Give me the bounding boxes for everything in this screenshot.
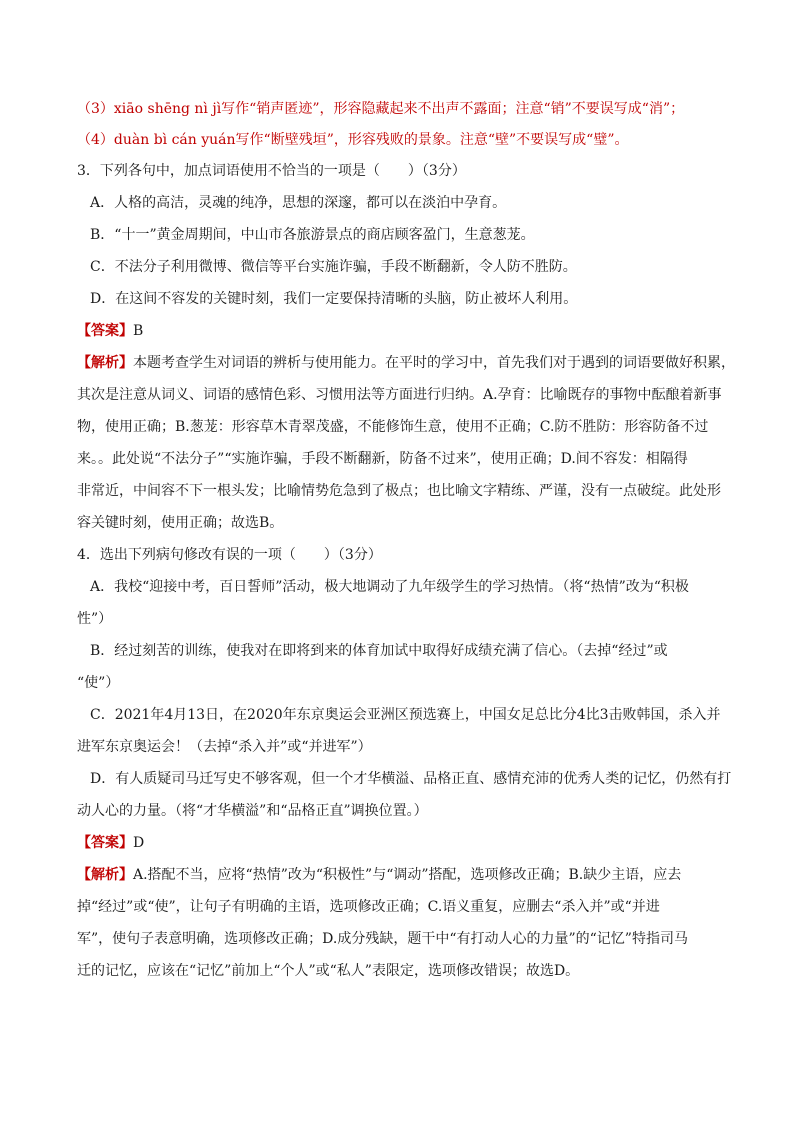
q4-analysis-line: [77, 865, 681, 885]
q3-analysis-line: 容关键时刻，使用正确；故选B。: [77, 515, 284, 531]
q4-option-c-cont: 进军东京奥运会！（去掉“杀入并”或“并进军”）: [77, 739, 372, 755]
q3-analysis-line: 物，使用正确；B.葱茏：形容草木青翠茂盛，不能修饰生意，使用不正确；C.防不胜防：形容防备不过: [77, 419, 709, 435]
analysis-text: 本题考查学生对词语的辨析与使用能力。在平时的学习中，首先我们对于遇到的词语要做好积累，: [133, 355, 735, 371]
q3-option-b: B．“十一”黄金周期间，中山市各旅游景点的商店顾客盈门，生意葱茏。: [90, 227, 535, 243]
q4-answer: [77, 833, 144, 853]
q3-stem: 3．下列各句中，加点词语使用不恰当的一项是（ ）（3分）: [77, 163, 466, 179]
analysis-tag: 【解析】: [77, 867, 133, 883]
answer-tag: 【答案】: [77, 323, 133, 339]
q3-answer: [77, 321, 143, 341]
q4-analysis-line: 军”，使句子表意明确，选项修改正确；D.成分残缺，题干中“有打动人心的力量”的“记忆”特指司马: [77, 931, 688, 947]
q3-option-c: C．不法分子利用微博、微信等平台实施诈骗，手段不断翻新，令人防不胜防。: [90, 259, 577, 275]
note-3: （3）xiāo shēng nì jì写作“销声匿迹”，形容隐藏起来不出声不露面；注意“销”不要误写成“消”；: [77, 101, 685, 117]
q4-option-b: B．经过刻苦的训练，使我对在即将到来的体育加试中取得好成绩充满了信心。（去掉“经过”或: [90, 643, 668, 659]
q3-analysis-line: 来。。此处说“不法分子”“实施诈骗，手段不断翻新，防备不过来”，使用正确；D.间不容发：相隔得: [77, 451, 688, 467]
q3-option-a: A．人格的高洁，灵魂的纯净，思想的深邃，都可以在淡泊中孕育。: [90, 195, 507, 211]
q3-analysis-line: 非常近，中间容不下一根头发；比喻情势危急到了极点；也比喻文字精练、严谨，没有一点破绽。此处形: [77, 483, 721, 499]
q4-option-b-cont: “使”）: [77, 675, 120, 691]
q4-option-c: C．2021年4月13日，在2020年东京奥运会亚洲区预选赛上，中国女足总比分4比3击败韩国，杀入并: [90, 707, 721, 723]
answer-tag: 【答案】: [77, 835, 133, 851]
q4-option-a: A．我校“迎接中考，百日誓师”活动，极大地调动了九年级学生的学习热情。（将“热情”改为“积极: [90, 579, 689, 595]
q4-analysis-line: 迁的记忆，应该在“记忆”前加上“个人”或“私人”表限定，选项修改错误；故选D。: [77, 963, 580, 979]
q4-analysis-line: 掉“经过”或“使”，让句子有明确的主语，选项修改正确；C.语义重复，应删去“杀入并”或“并进: [77, 899, 660, 915]
answer-value: B: [133, 323, 144, 339]
analysis-tag: 【解析】: [77, 355, 133, 371]
q4-stem: 4．选出下列病句修改有误的一项（ ）（3分）: [77, 547, 382, 563]
q3-option-d: D．在这间不容发的关键时刻，我们一定要保持清晰的头脑，防止被坏人利用。: [90, 291, 578, 307]
analysis-text: A.搭配不当，应将“热情”改为“积极性”与“调动”搭配，选项修改正确；B.缺少主语，应去: [133, 867, 682, 883]
q4-option-d: D．有人质疑司马迁写史不够客观，但一个才华横溢、品格正直、感情充沛的优秀人类的记忆，仍然有打: [90, 771, 732, 787]
q3-analysis-line: [77, 353, 735, 373]
q4-option-d-cont: 动人心的力量。（将“才华横溢”和“品格正直”调换位置。）: [77, 803, 428, 819]
q4-option-a-cont: 性”）: [77, 611, 113, 627]
q3-analysis-line: 其次是注意从词义、词语的感情色彩、习惯用法等方面进行归纳。A.孕育：比喻既存的事物中酝酿着新事: [77, 387, 722, 403]
answer-value: D: [133, 835, 145, 851]
note-4: （4）duàn bì cán yuán写作“断壁残垣”，形容残败的景象。注意“壁”不要误写成“璧”。: [77, 132, 629, 148]
